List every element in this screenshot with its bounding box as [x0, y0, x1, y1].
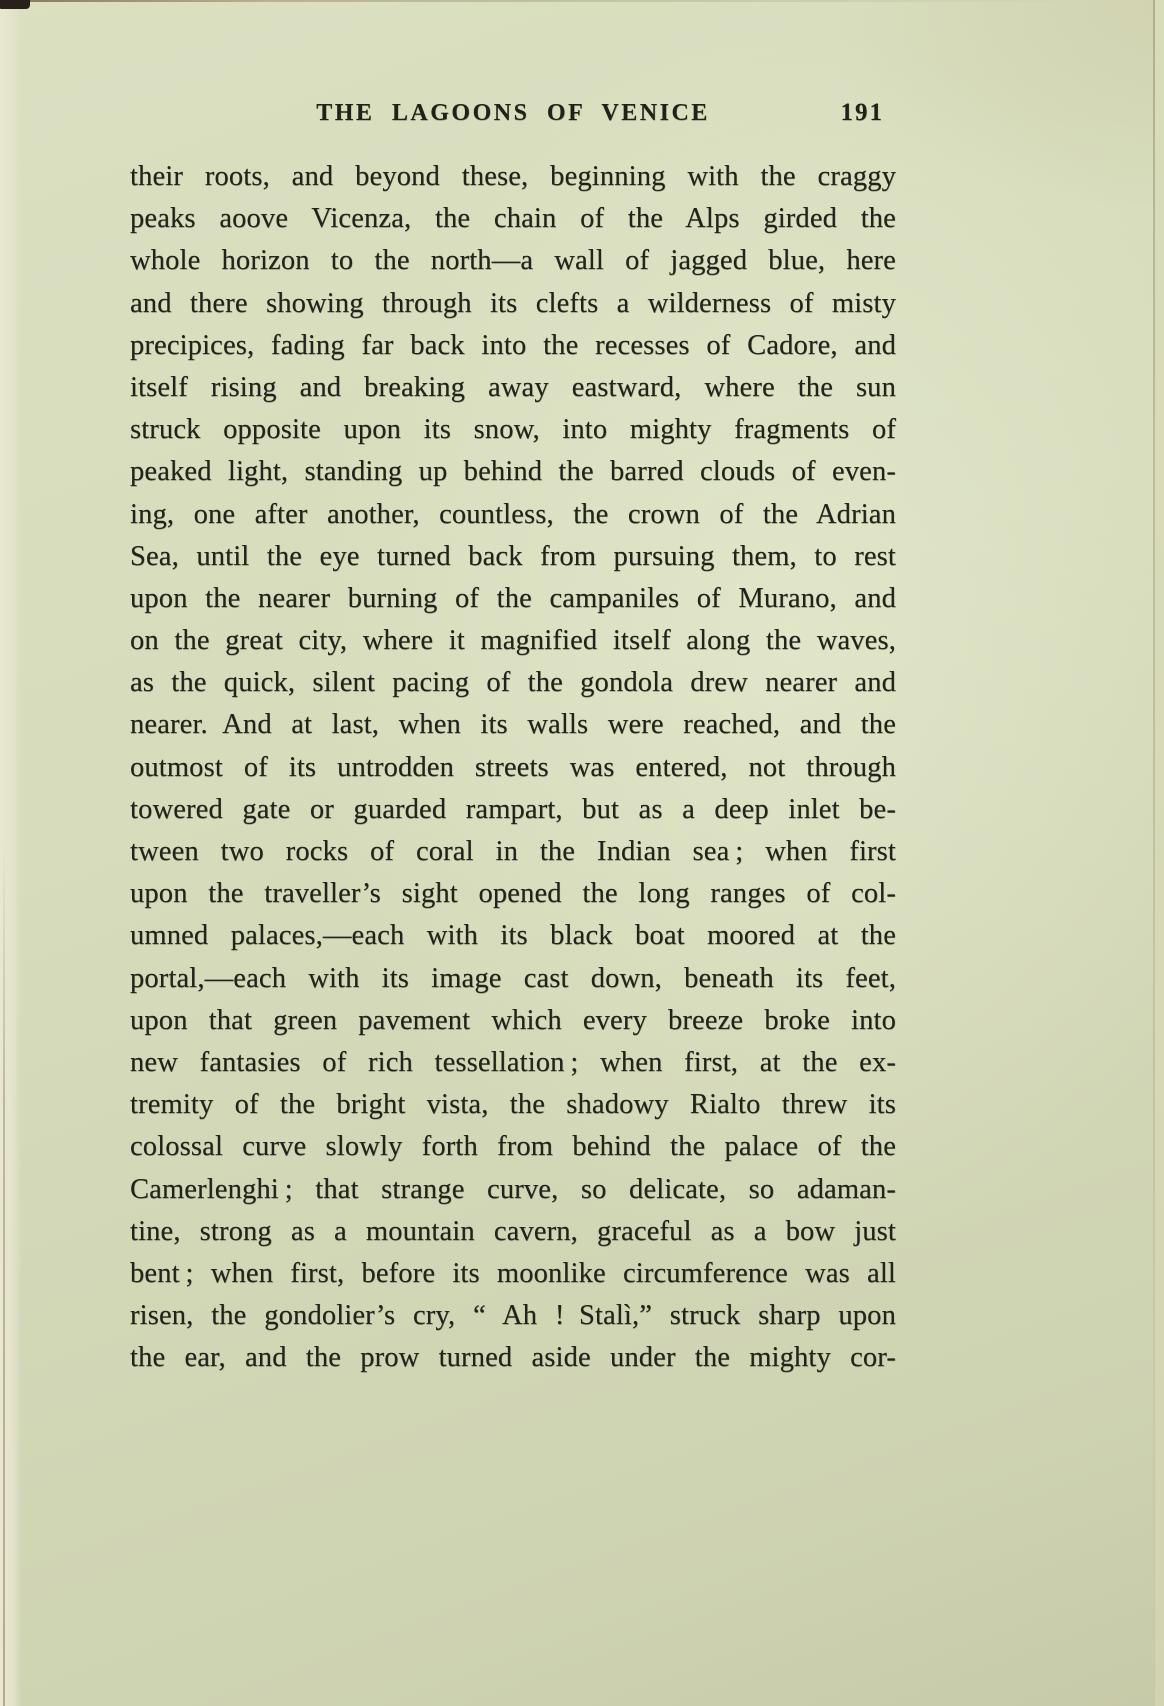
- text-line: whole horizon to the north—a wall of jagged blue, here: [130, 245, 896, 277]
- text-line: bent ; when first, before its moonlike circumference was all: [130, 1257, 896, 1289]
- text-line: risen, the gondolier’s cry, “ Ah ! Stalì,” struck sharp upon: [130, 1300, 896, 1332]
- body-text: [130, 156, 896, 1379]
- text-line: struck opposite upon its snow, into mighty fragments of: [130, 414, 896, 446]
- text-line: itself rising and breaking away eastward, where the sun: [130, 371, 896, 403]
- text-line: new fantasies of rich tessellation ; when first, at the ex-: [130, 1046, 896, 1078]
- page-right-crease: [1153, 0, 1155, 1706]
- text-line: tremity of the bright vista, the shadowy Rialto threw its: [130, 1089, 896, 1121]
- text-line: upon the nearer burning of the campaniles of Murano, and: [130, 582, 896, 614]
- text-line: peaked light, standing up behind the barred clouds of even-: [130, 456, 896, 488]
- page-right-edge: [1155, 0, 1164, 1706]
- text-line: on the great city, where it magnified itself along the waves,: [130, 625, 896, 657]
- text-line: outmost of its untrodden streets was entered, not through: [130, 751, 896, 783]
- text-line: peaks aoove Vicenza, the chain of the Alps girded the: [130, 203, 896, 235]
- page-left-crease: [3, 840, 5, 1706]
- text-line: their roots, and beyond these, beginning with the craggy: [130, 161, 896, 192]
- text-line: portal,—each with its image cast down, beneath its feet,: [130, 962, 896, 994]
- page-top-edge: [0, 0, 1090, 2]
- binding-corner-mark: [0, 0, 30, 9]
- text-line: the ear, and the prow turned aside under the mighty cor-: [130, 1342, 896, 1374]
- text-line: and there showing through its clefts a wilderness of misty: [130, 287, 896, 319]
- text-line: tween two rocks of coral in the Indian sea ; when first: [130, 836, 896, 867]
- text-line: ing, one after another, countless, the crown of the Adrian: [130, 498, 896, 530]
- text-line: nearer. And at last, when its walls were reached, and the: [130, 709, 896, 741]
- text-line: colossal curve slowly forth from behind the palace of the: [130, 1131, 896, 1163]
- text-line: tine, strong as a mountain cavern, graceful as a bow just: [130, 1215, 896, 1247]
- text-line: precipices, fading far back into the recesses of Cadore, and: [130, 329, 896, 361]
- running-header: [130, 100, 896, 136]
- text-line: umned palaces,—each with its black boat moored at the: [130, 920, 896, 952]
- text-line: Camerlenghi ; that strange curve, so delicate, so adaman-: [130, 1173, 896, 1205]
- text-line: Sea, until the eye turned back from pursuing them, to rest: [130, 540, 896, 572]
- page-number: 191: [840, 99, 884, 126]
- text-line: as the quick, silent pacing of the gondola drew nearer and: [130, 667, 896, 699]
- text-line: towered gate or guarded rampart, but as a deep inlet be-: [130, 793, 896, 825]
- text-line: upon that green pavement which every breeze broke into: [130, 1004, 896, 1036]
- text-line: upon the traveller’s sight opened the long ranges of col-: [130, 878, 896, 910]
- running-header-title: THE LAGOONS OF VENICE: [316, 100, 710, 126]
